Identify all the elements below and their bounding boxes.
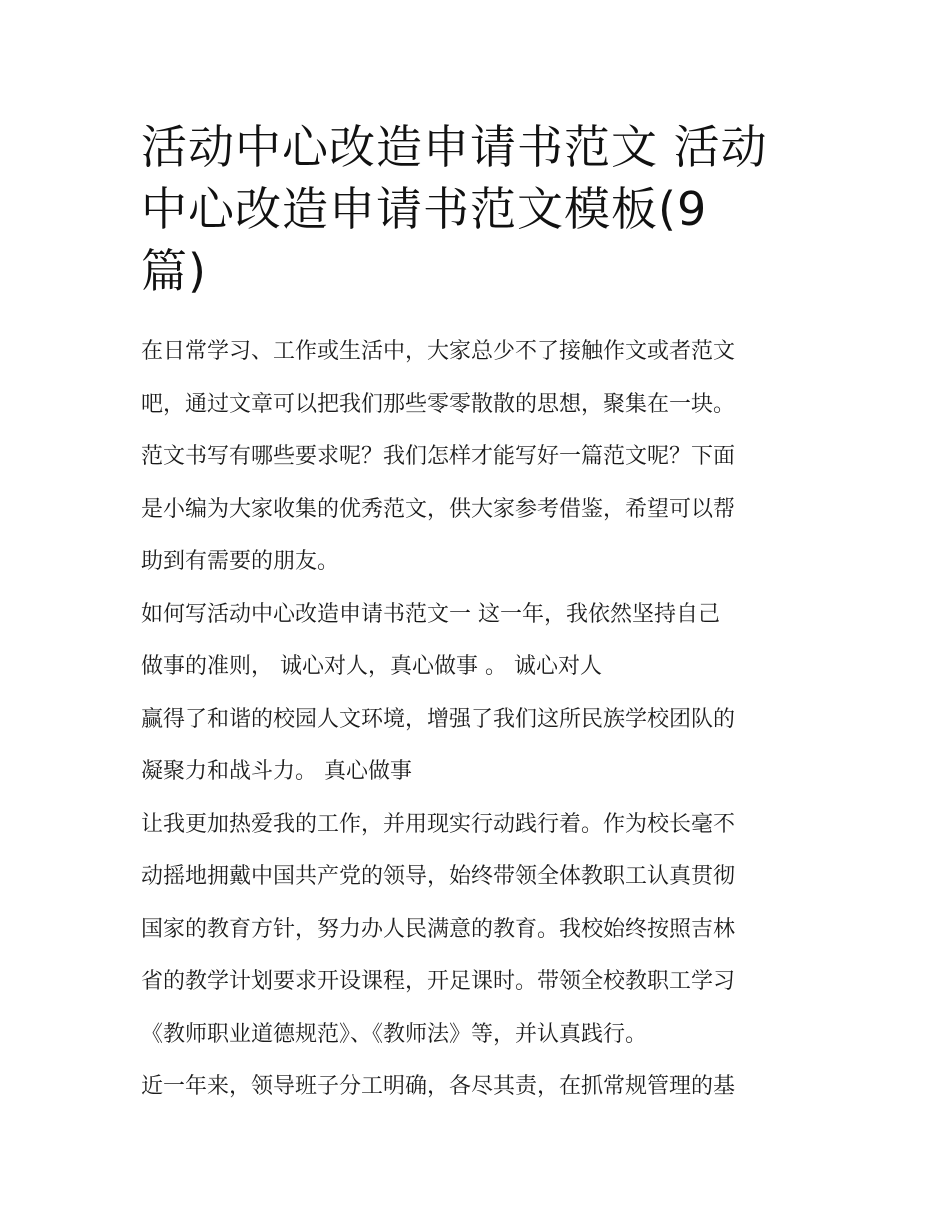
text-line: 国家的教育方针，努力办人民满意的教育。我校始终按照吉林 (141, 916, 736, 942)
title-line-2: 中心改造申请书范文模板(9 (141, 182, 708, 236)
paragraph-sincere (141, 694, 813, 799)
title-line-1: 活动中心改造申请书范文 活动 (141, 120, 768, 174)
text-line: 动摇地拥戴中国共产党的领导，始终带领全体教职工认真贯彻 (141, 864, 736, 889)
text-line: 近一年来，领导班子分工明确，各尽其责，在抓常规管理的基 (141, 1074, 736, 1099)
text-line: 做事的准则， 诚心对人，真心做事 。 诚心对人 (141, 654, 602, 679)
paragraph-year (141, 1061, 813, 1114)
text-line: 如何写活动中心改造申请书范文一 这一年，我依然坚持自己 (141, 601, 720, 627)
paragraph-intro (141, 326, 813, 589)
text-line: 范文书写有哪些要求呢？我们怎样才能写好一篇范文呢？下面 (141, 444, 736, 469)
text-line: 助到有需要的朋友。 (141, 549, 340, 574)
text-line: 在日常学习、工作或生活中，大家总少不了接触作文或者范文 (141, 339, 736, 364)
text-line: 凝聚力和战斗力。 真心做事 (141, 759, 412, 784)
text-line: 吧，通过文章可以把我们那些零零散散的思想，聚集在一块。 (141, 391, 736, 417)
document-title (141, 116, 813, 302)
paragraph-heading-one (141, 589, 813, 694)
document-content (141, 116, 813, 1114)
title-line-3: 篇) (141, 244, 207, 298)
paragraph-work (141, 799, 813, 1062)
text-line: 省的教学计划要求开设课程，开足课时。带领全校教职工学习 (141, 969, 736, 994)
text-line: 《教师职业道德规范》、《教师法》等，并认真践行。 (141, 1021, 648, 1047)
document-body (141, 326, 813, 1114)
text-line: 赢得了和谐的校园人文环境，增强了我们这所民族学校团队的 (141, 706, 736, 732)
text-line: 让我更加热爱我的工作，并用现实行动践行着。作为校长毫不 (141, 811, 736, 837)
text-line: 是小编为大家收集的优秀范文，供大家参考借鉴，希望可以帮 (141, 496, 736, 522)
